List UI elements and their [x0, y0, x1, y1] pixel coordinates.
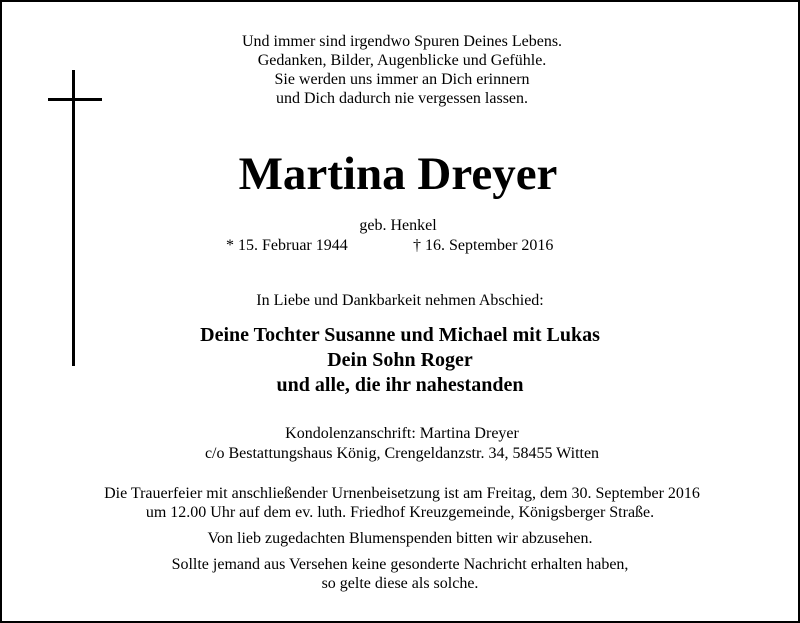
poem-line-3: Sie werden uns immer an Dich erinnern — [274, 71, 530, 88]
flowers-note: Von lieb zugedachten Blumenspenden bitten wir abzusehen. — [207, 530, 593, 547]
birth-date: * 15. Februar 1944 — [226, 237, 348, 254]
condolence-address-line-2: c/o Bestattungshaus König, Crengeldanzstr. 34, 58455 Witten — [204, 445, 600, 462]
notice-line-1: Sollte jemand aus Versehen keine gesonderte Nachricht erhalten haben, — [171, 556, 629, 573]
mourner-line-2: Dein Sohn Roger — [327, 349, 473, 371]
poem-line-1: Und immer sind irgendwo Spuren Deines Lebens. — [241, 33, 563, 50]
poem-line-4: und Dich dadurch nie vergessen lassen. — [275, 90, 529, 107]
mourner-line-3: und alle, die ihr nahestanden — [276, 374, 524, 396]
farewell-intro: In Liebe und Dankbarkeit nehmen Abschied: — [256, 292, 544, 309]
condolence-address-line-1: Kondolenzanschrift: Martina Dreyer — [285, 425, 519, 442]
notice-line-2: so gelte diese als solche. — [321, 575, 479, 592]
deceased-name: Martina Dreyer — [238, 148, 558, 200]
funeral-info-line-2: um 12.00 Uhr auf dem ev. luth. Friedhof Kreuzgemeinde, Königsberger Straße. — [145, 504, 655, 521]
funeral-info-line-1: Die Trauerfeier mit anschließender Urnenbeisetzung ist am Freitag, dem 30. September 2016 — [104, 485, 700, 502]
maiden-name: geb. Henkel — [359, 217, 437, 234]
death-date: † 16. September 2016 — [413, 237, 554, 254]
poem-line-2: Gedanken, Bilder, Augenblicke und Gefühle. — [257, 52, 547, 69]
mourner-line-1: Deine Tochter Susanne und Michael mit Lukas — [200, 324, 600, 346]
